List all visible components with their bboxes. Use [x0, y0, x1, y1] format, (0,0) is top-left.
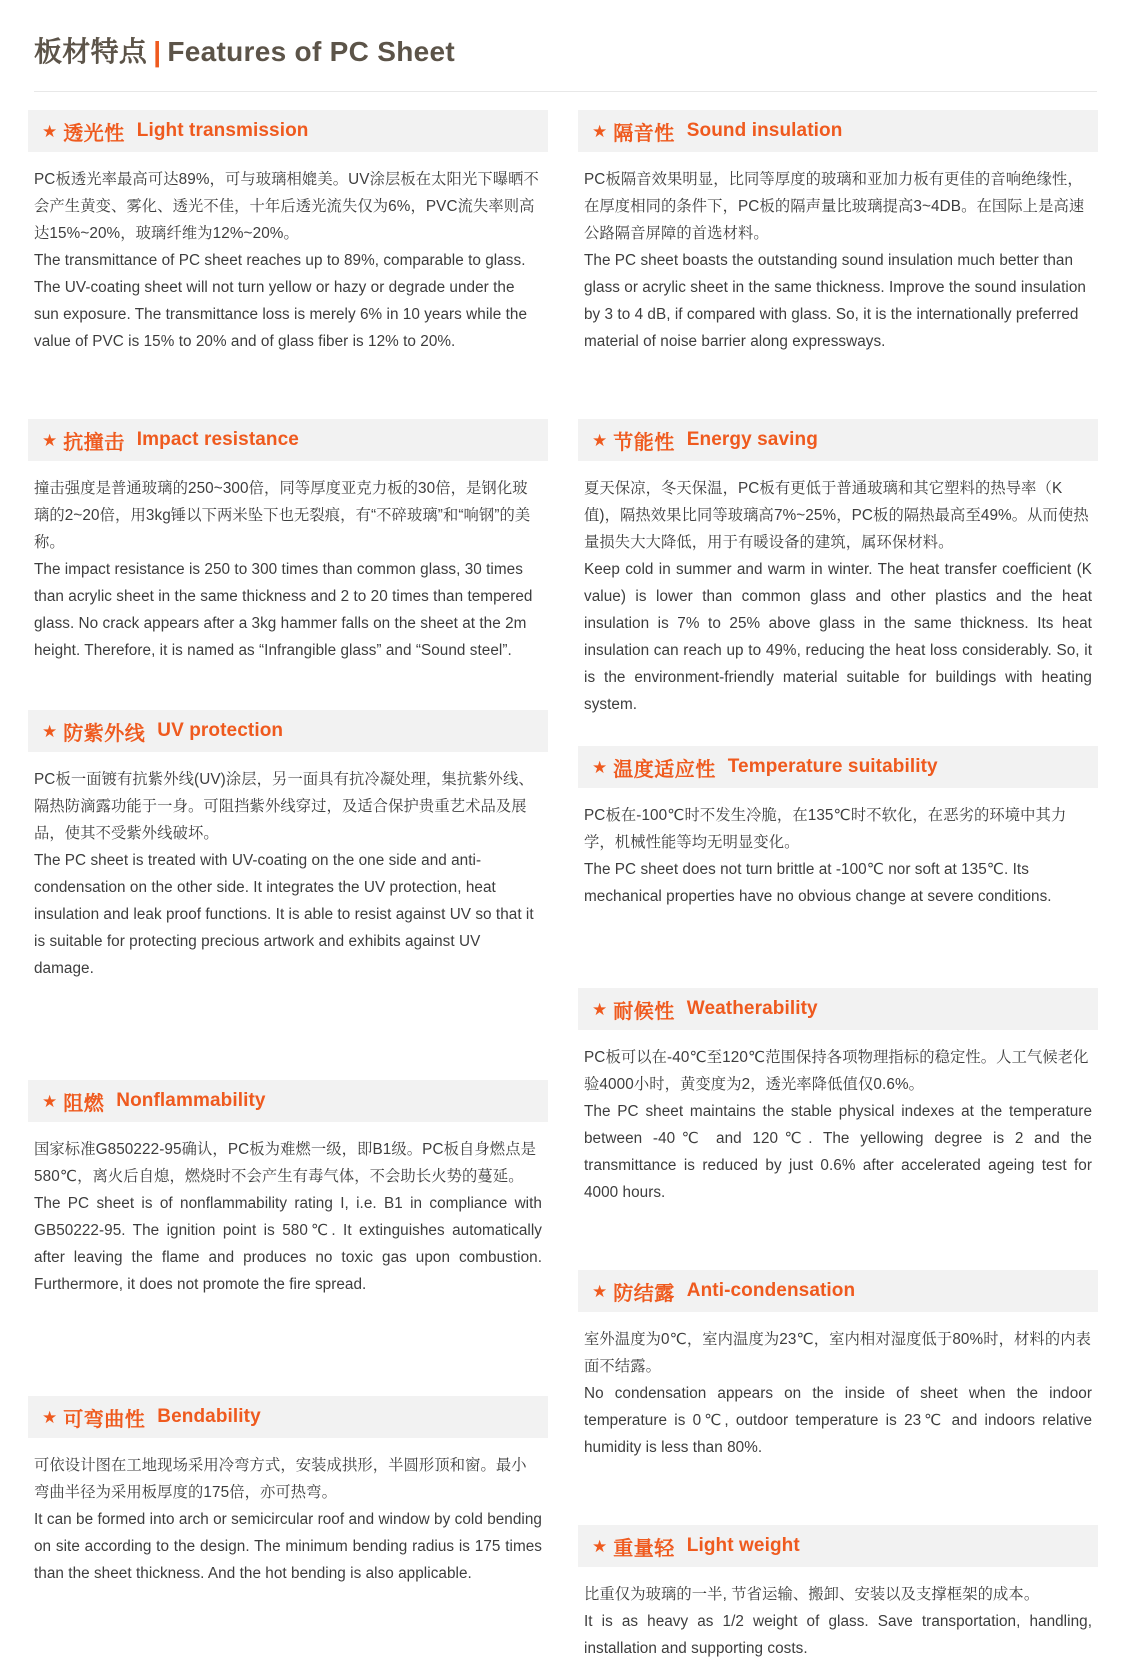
spacer: [28, 361, 548, 419]
left-column: [28, 110, 548, 1668]
section-paragraph-cn: 国家标准G850222-95确认，PC板为难燃一级，即B1级。PC板自身燃点是580℃，离火后自熄，燃烧时不会产生有毒气体，不会助长火势的蔓延。: [34, 1141, 536, 1185]
star-icon: ★: [592, 757, 608, 777]
section-bendability: [28, 1396, 548, 1587]
page-title: [28, 0, 1097, 100]
section-title-en: Light weight: [686, 1535, 800, 1556]
section-title-cn: 防紫外线: [63, 722, 146, 745]
section-header: [28, 710, 548, 752]
section-anti-condensation: [578, 1270, 1098, 1461]
section-paragraph-en: The transmittance of PC sheet reaches up to 89%, comparable to glass. The UV-coating sheet will not turn yellow or hazy or degrade under the sun exposure. The transmittance loss is merely 6% in 10 years while the value of PVC is 15% to 20% and of glass fiber is 12% to 20%.: [34, 252, 527, 350]
section-paragraph-en: It is as heavy as 1/2 weight of glass. Save transportation, handling, installation and supporting costs.: [584, 1613, 1092, 1657]
section-paragraph-en: The PC sheet maintains the stable physical indexes at the temperature between -40℃ and 120℃. The yellowing degree is 2 and the transmittance is reduced by just 0.6% after accelerated ageing test for 4000 hours.: [584, 1103, 1092, 1201]
section-light-transmission: [28, 110, 548, 355]
section-title-cn: 重量轻: [613, 1537, 675, 1560]
section-title-en: Temperature suitability: [727, 756, 938, 777]
spacer: [578, 1212, 1098, 1270]
section-title-cn: 阻燃: [63, 1092, 105, 1115]
section-header: [28, 419, 548, 461]
section-header: [578, 110, 1098, 152]
section-paragraph-cn: PC板可以在-40℃至120℃范围保持各项物理指标的稳定性。人工气候老化验4000小时，黄变度为2，透光率降低值仅0.6%。: [584, 1049, 1089, 1093]
section-paragraph-cn: 夏天保凉，冬天保温，PC板有更低于普通玻璃和其它塑料的热导率（K值)，隔热效果比同等玻璃高7%~25%，PC板的隔热最高至49%。从而使热量损失大大降低，用于有暖设备的建筑，属环保材料。: [584, 480, 1089, 551]
section-header: [578, 988, 1098, 1030]
section-paragraph-cn: PC板隔音效果明显，比同等厚度的玻璃和亚加力板有更佳的音响绝缘性，在厚度相同的条件下，PC板的隔声量比玻璃提高3~4DB。在国际上是高速公路隔音屏障的首选材料。: [584, 171, 1085, 242]
section-header: [578, 746, 1098, 788]
page-title-en: Features of PC Sheet: [167, 36, 455, 67]
star-icon: ★: [42, 1091, 58, 1111]
section-title-en: Weatherability: [686, 998, 818, 1019]
section-paragraph-en: It can be formed into arch or semicircular roof and window by cold bending on site according to the design. The minimum bending radius is 175 times than the sheet thickness. And the hot bending is also applicable.: [34, 1511, 542, 1582]
section-title-en: Sound insulation: [686, 120, 843, 141]
section-title-en: Anti-condensation: [686, 1280, 856, 1301]
section-impact-resistance: [28, 419, 548, 664]
page-title-cn: 板材特点: [34, 36, 148, 67]
section-title-cn: 节能性: [613, 431, 675, 454]
section-header: [578, 1270, 1098, 1312]
section-title-cn: 防结露: [613, 1282, 675, 1305]
section-header: [28, 1396, 548, 1438]
section-weatherability: [578, 988, 1098, 1206]
section-uv-protection: [28, 710, 548, 982]
title-separator: |: [153, 36, 162, 67]
section-header: [28, 110, 548, 152]
section-header: [578, 1525, 1098, 1567]
spacer: [28, 1304, 548, 1396]
section-paragraph-en: The PC sheet does not turn brittle at -100℃ nor soft at 135℃. Its mechanical properties have no obvious change at severe conditions.: [584, 861, 1052, 905]
section-body: [578, 1312, 1098, 1461]
section-title-en: Nonflammability: [116, 1090, 266, 1111]
section-title-en: Bendability: [157, 1406, 261, 1427]
section-paragraph-en: No condensation appears on the inside of sheet when the indoor temperature is 0℃, outdoor temperature is 23℃ and indoors relative humidity is less than 80%.: [584, 1385, 1092, 1456]
section-body: [578, 1030, 1098, 1206]
section-body: [28, 1122, 548, 1298]
section-temperature-suitability: [578, 746, 1098, 910]
section-body: [28, 152, 548, 355]
section-paragraph-en: The impact resistance is 250 to 300 times than common glass, 30 times than acrylic sheet in the same thickness and 2 to 20 times than tempered glass. No crack appears after a 3kg hammer falls on the sheet at the 2m height. Therefore, it is named as “Infrangible glass” and “Sound steel”.: [34, 561, 533, 659]
spacer: [578, 724, 1098, 746]
star-icon: ★: [592, 1281, 608, 1301]
section-title-cn: 耐候性: [613, 1000, 675, 1023]
title-divider: [34, 91, 1097, 92]
section-sound-insulation: [578, 110, 1098, 355]
section-title-en: UV protection: [157, 720, 284, 741]
section-body: [28, 1438, 548, 1587]
section-paragraph-cn: PC板透光率最高可达89%，可与玻璃相媲美。UV涂层板在太阳光下曝晒不会产生黄变、雾化、透光不佳，十年后透光流失仅为6%，PVC流失率则高达15%~20%，玻璃纤维为12%~20%。: [34, 171, 539, 242]
spacer: [28, 988, 548, 1080]
star-icon: ★: [592, 430, 608, 450]
section-paragraph-en: The PC sheet is of nonflammability rating I, i.e. B1 in compliance with GB50222-95. The ignition point is 580℃. It extinguishes automatically after leaving the flame and produces no toxic gas upon combustion. Furthermore, it does not promote the fire spread.: [34, 1195, 542, 1293]
section-title-en: Light transmission: [136, 120, 309, 141]
two-column-layout: [28, 110, 1097, 1668]
section-paragraph-cn: PC板一面镀有抗紫外线(UV)涂层，另一面具有抗冷凝处理，集抗紫外线、隔热防滴露功能于一身。可阻挡紫外线穿过，及适合保护贵重艺术品及展品，使其不受紫外线破坏。: [34, 771, 534, 842]
section-paragraph-cn: 可依设计图在工地现场采用冷弯方式，安装成拱形，半圆形顶和窗。最小弯曲半径为采用板厚度的175倍，亦可热弯。: [34, 1457, 527, 1501]
star-icon: ★: [592, 999, 608, 1019]
section-body: [578, 788, 1098, 910]
spacer: [578, 361, 1098, 419]
section-paragraph-cn: PC板在-100℃时不发生冷脆，在135℃时不软化，在恶劣的环境中其力学，机械性能等均无明显变化。: [584, 807, 1067, 851]
section-title-cn: 透光性: [63, 122, 125, 145]
star-icon: ★: [42, 1407, 58, 1427]
section-paragraph-en: Keep cold in summer and warm in winter. The heat transfer coefficient (K value) is lower than common glass and other plastics and the heat insulation is 7% to 25% above glass in the same thickness. Its heat insulation can reach up to 49%, reducing the heat loss considerably. So, it is the environment-friendly material suitable for buildings with heating system.: [584, 561, 1092, 713]
star-icon: ★: [592, 1536, 608, 1556]
section-body: [578, 1567, 1098, 1662]
section-body: [28, 461, 548, 664]
section-header: [28, 1080, 548, 1122]
section-paragraph-cn: 室外温度为0℃，室内温度为23℃，室内相对湿度低于80%时，材料的内表面不结露。: [584, 1331, 1092, 1375]
section-paragraph-en: The PC sheet is treated with UV-coating on the one side and anti-condensation on the other side. It integrates the UV protection, heat insulation and leak proof functions. It is able to resist against UV so that it is suitable for protecting precious artwork and exhibits against UV damage.: [34, 852, 534, 977]
section-title-cn: 可弯曲性: [63, 1408, 146, 1431]
spacer: [28, 670, 548, 710]
section-title-en: Energy saving: [686, 429, 818, 450]
section-header: [578, 419, 1098, 461]
section-body: [28, 752, 548, 982]
star-icon: ★: [592, 121, 608, 141]
section-body: [578, 461, 1098, 718]
section-energy-saving: [578, 419, 1098, 718]
right-column: [578, 110, 1098, 1668]
section-nonflammability: [28, 1080, 548, 1298]
section-title-en: Impact resistance: [136, 429, 299, 450]
spacer: [578, 916, 1098, 988]
star-icon: ★: [42, 121, 58, 141]
section-paragraph-en: The PC sheet boasts the outstanding sound insulation much better than glass or acrylic sheet in the same thickness. Improve the sound insulation by 3 to 4 dB, if compared with glass. So, it is the internationally preferred material of noise barrier along expressways.: [584, 252, 1086, 350]
section-light-weight: [578, 1525, 1098, 1662]
section-paragraph-cn: 撞击强度是普通玻璃的250~300倍，同等厚度亚克力板的30倍，是钢化玻璃的2~20倍，用3kg锤以下两米坠下也无裂痕，有“不碎玻璃”和“响钢”的美称。: [34, 480, 531, 551]
section-body: [578, 152, 1098, 355]
star-icon: ★: [42, 430, 58, 450]
section-title-cn: 隔音性: [613, 122, 675, 145]
section-title-cn: 抗撞击: [63, 431, 125, 454]
section-paragraph-cn: 比重仅为玻璃的一半, 节省运输、搬卸、安装以及支撑框架的成本。: [584, 1586, 1040, 1603]
spacer: [578, 1467, 1098, 1525]
star-icon: ★: [42, 721, 58, 741]
section-title-cn: 温度适应性: [613, 758, 716, 781]
